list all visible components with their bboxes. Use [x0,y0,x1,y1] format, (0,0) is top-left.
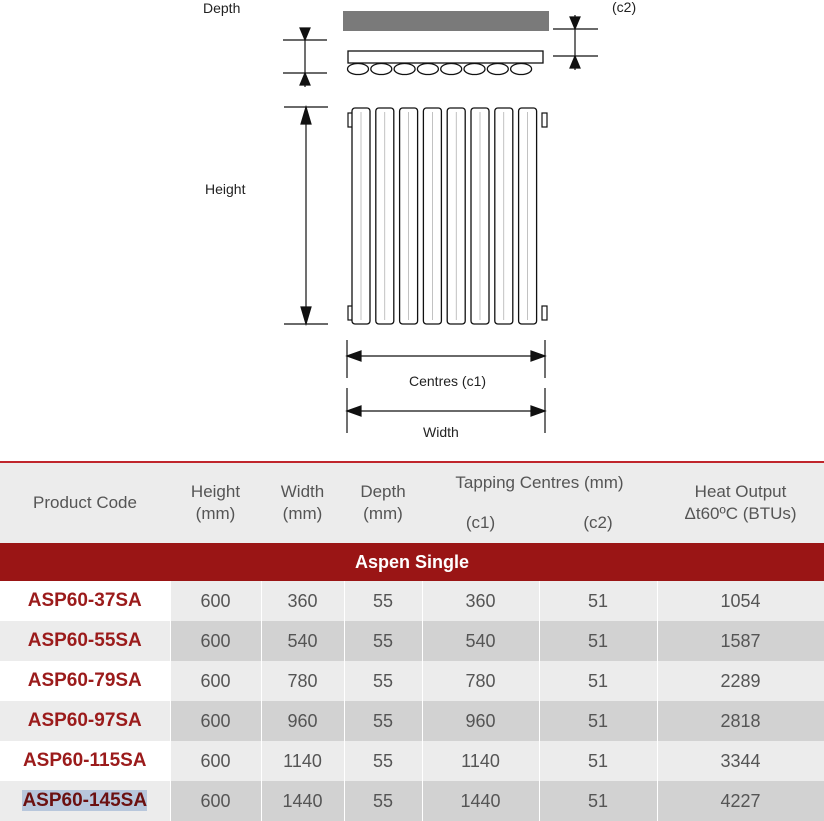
c2-label: (c2) [612,0,637,15]
width-cell [261,781,344,821]
header-width: Width (mm) [261,462,344,543]
table-row [0,781,824,821]
group-label: Aspen Single [0,543,824,581]
width-cell [261,621,344,661]
width-cell [261,741,344,781]
height-label: Height [205,181,246,197]
plan-tube [417,64,438,75]
depth-label: Depth [203,0,241,16]
header-product-code: Product Code [0,462,170,543]
depth-dimension [283,28,327,87]
heat-cell [657,701,824,741]
heat-cell [657,581,824,621]
front-view-tubes [348,108,547,324]
width-value: 780 [287,670,318,691]
product-code: ASP60-97SA [27,710,142,731]
c1-cell [422,621,539,661]
c2-value: 51 [587,630,609,651]
depth-value: 55 [372,630,394,651]
header-heat-output: Heat Output Δt60ºC (BTUs) [657,462,824,543]
table-row [0,661,824,701]
c2-cell [539,741,657,781]
depth-value: 55 [372,670,394,691]
c2-cell [539,701,657,741]
width-value: 960 [287,710,318,731]
c1-value: 960 [465,710,496,731]
depth-value: 55 [372,590,394,611]
product-code-cell [0,741,170,781]
c2-value: 51 [587,790,609,811]
table-row [0,741,824,781]
plan-tube [371,64,392,75]
height-cell [170,621,261,661]
c1-value: 360 [465,590,496,611]
height-cell [170,741,261,781]
depth-cell [344,741,422,781]
product-code-cell [0,661,170,701]
c1-value: 540 [465,630,496,651]
plan-tube [441,64,462,75]
heat-value: 2818 [720,710,761,731]
c2-value: 51 [587,750,609,771]
header-row [0,462,824,503]
header-c1: (c1) [422,503,539,543]
header-depth: Depth (mm) [344,462,422,543]
c2-cell [539,581,657,621]
depth-cell [344,621,422,661]
specification-table [0,461,824,821]
table-row [0,621,824,661]
heat-value: 4227 [720,790,761,811]
height-value: 600 [200,670,231,691]
c1-cell [422,581,539,621]
plan-tube [394,64,415,75]
height-value: 600 [200,750,231,771]
tapping-stub [542,113,547,127]
plan-view-tubes [348,64,532,75]
width-cell [261,661,344,701]
plan-tube [464,64,485,75]
c2-value: 51 [587,590,609,611]
height-dimension [284,107,328,324]
heat-cell [657,741,824,781]
heat-value: 3344 [720,750,761,771]
depth-value: 55 [372,750,394,771]
c1-cell [422,661,539,701]
c1-cell [422,701,539,741]
heat-cell [657,781,824,821]
c2-value: 51 [587,710,609,731]
height-value: 600 [200,710,231,731]
depth-cell [344,781,422,821]
centres-label: Centres (c1) [409,373,487,389]
depth-cell [344,581,422,621]
height-value: 600 [200,790,231,811]
depth-cell [344,661,422,701]
c1-cell [422,781,539,821]
heat-value: 1587 [720,630,761,651]
height-cell [170,581,261,621]
depth-cell [344,701,422,741]
width-value: 540 [287,630,318,651]
plan-view-manifold [348,51,543,63]
product-code: ASP60-79SA [27,670,142,691]
top-view-bar [343,11,549,31]
table-row [0,581,824,621]
height-cell [170,781,261,821]
table-row [0,701,824,741]
height-cell [170,661,261,701]
width-cell [261,581,344,621]
plan-tube [487,64,508,75]
product-code: ASP60-55SA [27,630,142,651]
c1-value: 1440 [460,790,501,811]
product-code: ASP60-37SA [27,590,142,611]
height-cell [170,701,261,741]
product-code: ASP60-115SA [22,750,147,771]
height-value: 600 [200,630,231,651]
depth-value: 55 [372,790,394,811]
height-value: 600 [200,590,231,611]
c2-cell [539,621,657,661]
heat-cell [657,621,824,661]
product-code-cell [0,701,170,741]
heat-cell [657,661,824,701]
width-label: Width [423,424,459,440]
width-cell [261,701,344,741]
width-value: 1440 [282,790,323,811]
heat-value: 1054 [720,590,761,611]
plan-tube [511,64,532,75]
depth-value: 55 [372,710,394,731]
plan-tube [348,64,369,75]
header-height: Height (mm) [170,462,261,543]
header-c2: (c2) [539,503,657,543]
c1-value: 780 [465,670,496,691]
c1-cell [422,741,539,781]
c1-value: 1140 [461,750,500,771]
width-value: 1140 [283,750,322,771]
product-code: ASP60-145SA [22,790,148,811]
product-code-cell [0,581,170,621]
c2-cell [539,661,657,701]
c2-dimension [553,15,598,70]
product-code-cell [0,781,170,821]
product-code-cell [0,621,170,661]
tapping-stub [542,306,547,320]
c2-value: 51 [587,670,609,691]
group-row [0,543,824,581]
width-value: 360 [287,590,318,611]
header-tapping-centres: Tapping Centres (mm) [422,462,657,503]
c2-cell [539,781,657,821]
heat-value: 2289 [720,670,761,691]
